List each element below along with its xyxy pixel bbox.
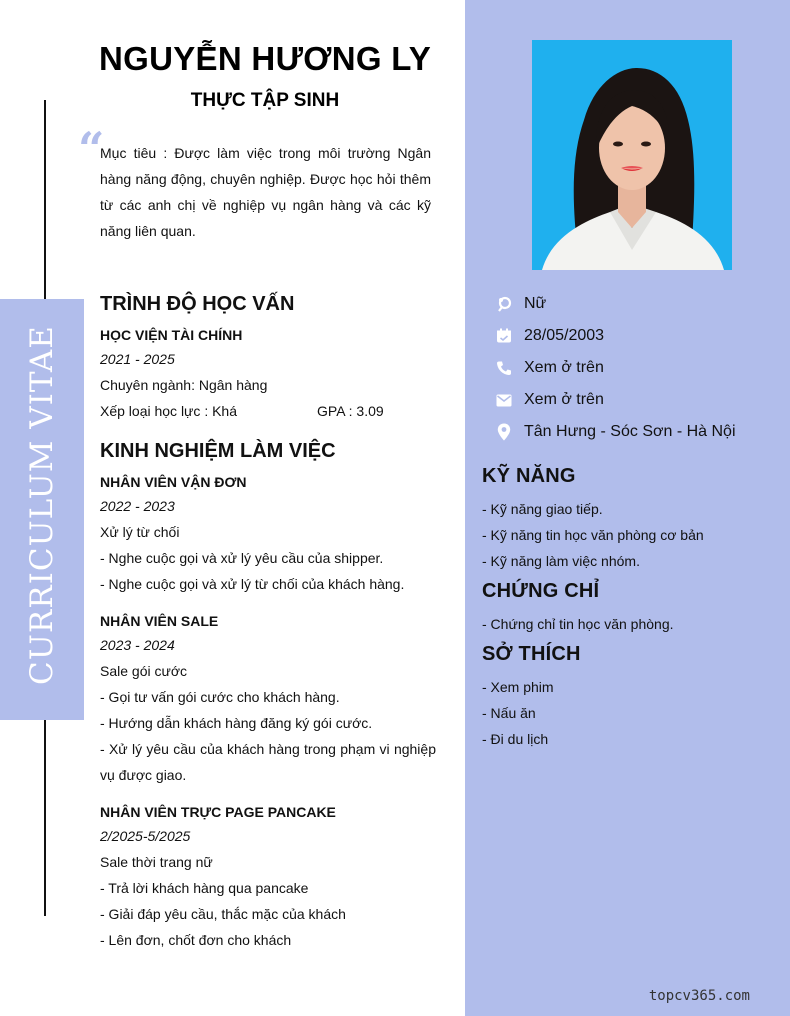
education-entry (100, 325, 440, 424)
contact-gender (495, 288, 785, 320)
contact-phone (495, 352, 785, 384)
cv-side-label: CURRICULUM VITAE (24, 325, 60, 685)
skill-item: - Kỹ năng làm việc nhóm. (482, 553, 640, 569)
hobby-item: - Đi du lịch (482, 731, 549, 747)
hobby-item: - Xem phim (482, 679, 554, 695)
contact-address-value: Tân Hưng - Sóc Sơn - Hà Nội (524, 423, 736, 440)
job-role: NHÂN VIÊN SALE (100, 613, 219, 629)
job-period: 2022 - 2023 (100, 498, 175, 514)
contact-email-value: Xem ở trên (524, 391, 604, 408)
contact-list (495, 288, 785, 448)
job-line: Sale gói cước (100, 663, 188, 679)
quote-icon: “ (78, 122, 105, 176)
hobbies-list (482, 674, 782, 752)
job-line: - Giải đáp yêu cầu, thắc mặc của khách (100, 906, 346, 922)
job-line: - Xử lý yêu cầu của khách hàng trong phạm vi nghiệp vụ được giao. (100, 741, 436, 783)
hobby-item: - Nấu ăn (482, 705, 536, 721)
education-school: HỌC VIỆN TÀI CHÍNH (100, 327, 243, 343)
education-title: TRÌNH ĐỘ HỌC VẤN (100, 293, 295, 315)
job-line: - Nghe cuộc gọi và xử lý yêu cầu của shipper. (100, 550, 384, 566)
job-entry (100, 611, 440, 788)
skills-list (482, 496, 782, 574)
email-icon (495, 391, 513, 409)
job-line: - Hướng dẫn khách hàng đăng ký gói cước. (100, 715, 373, 731)
job-role: NHÂN VIÊN VẬN ĐƠN (100, 474, 247, 490)
skills-section (482, 465, 782, 574)
contact-birthday-value: 28/05/2003 (524, 327, 605, 344)
gender-icon (495, 295, 513, 313)
education-period: 2021 - 2025 (100, 351, 175, 367)
job-line: Sale thời trang nữ (100, 854, 213, 870)
profile-photo (532, 40, 732, 270)
watermark: topcv365.com (648, 988, 750, 1004)
job-entry (100, 472, 440, 597)
contact-email (495, 384, 785, 416)
experience-title: KINH NGHIỆM LÀM VIỆC (100, 440, 336, 462)
skills-title: KỸ NĂNG (482, 465, 576, 487)
objective-text: Mục tiêu : Được làm việc trong môi trường Ngân hàng năng động, chuyên nghiệp. Được học hỏi thêm từ các anh chị về nghiệp vụ ngân hàng và các kỹ năng liên quan. (100, 145, 431, 239)
divider-line-bottom (44, 690, 46, 916)
contact-phone-value: Xem ở trên (524, 359, 604, 376)
contact-gender-value: Nữ (524, 295, 547, 312)
phone-icon (495, 359, 513, 377)
skill-item: - Kỹ năng tin học văn phòng cơ bản (482, 527, 704, 543)
skill-item: - Kỹ năng giao tiếp. (482, 501, 603, 517)
education-gpa: GPA : 3.09 (317, 403, 384, 419)
job-line: - Nghe cuộc gọi và xử lý từ chối của khách hàng. (100, 576, 405, 592)
candidate-name: NGUYỄN HƯƠNG LY (98, 40, 432, 77)
calendar-icon (495, 327, 513, 345)
location-icon (495, 423, 513, 441)
contact-address (495, 416, 785, 448)
candidate-position: THỰC TẬP SINH (190, 90, 340, 111)
education-major: Chuyên ngành: Ngân hàng (100, 377, 268, 393)
job-period: 2023 - 2024 (100, 637, 175, 653)
right-column (465, 0, 790, 1016)
job-line: - Gọi tư vấn gói cước cho khách hàng. (100, 689, 340, 705)
certificates-list (482, 611, 782, 637)
job-line: Xử lý từ chối (100, 524, 180, 540)
job-line: - Trả lời khách hàng qua pancake (100, 880, 309, 896)
job-entry (100, 802, 440, 953)
education-rank-row (100, 398, 440, 424)
hobbies-section (482, 643, 782, 752)
hobbies-title: SỞ THÍCH (482, 643, 581, 665)
contact-birthday (495, 320, 785, 352)
divider-line-top (44, 100, 46, 326)
job-period: 2/2025-5/2025 (100, 828, 191, 844)
certificates-title: CHỨNG CHỈ (482, 580, 600, 602)
education-rank: Xếp loại học lực : Khá (100, 403, 238, 419)
job-line: - Lên đơn, chốt đơn cho khách (100, 932, 292, 948)
certificates-section (482, 580, 782, 637)
certificate-item: - Chứng chỉ tin học văn phòng. (482, 616, 674, 632)
job-role: NHÂN VIÊN TRỰC PAGE PANCAKE (100, 804, 336, 820)
